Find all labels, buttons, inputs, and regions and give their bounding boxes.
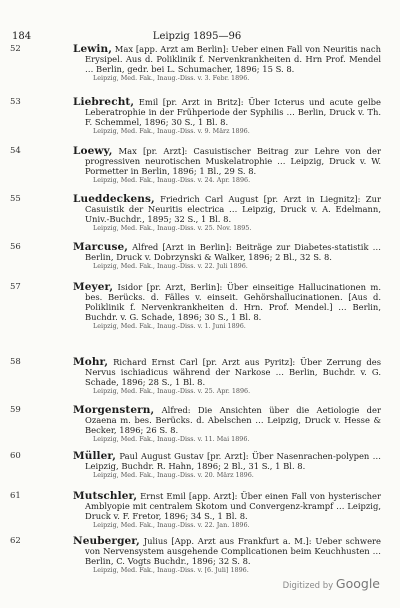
entry-body xyxy=(73,450,381,480)
entry-note: Leipzig, Med. Fak., Inaug.-Diss. v. 25. Apr. 1896. xyxy=(93,387,251,396)
entry-note: Leipzig, Med. Fak., Inaug.-Diss. v. 9. März 1896. xyxy=(93,127,250,136)
entry-text: Max [app. Arzt am Berlin]: Ueber einen Fall von Neuritis nach Erysipel. Aus d. Poliklinik f. Nervenkrankheiten d. Hrn Prof. Mendel … Berlin, gedr. bei L. Schumacher, 1896; 15 S. 8. xyxy=(85,44,381,75)
watermark-prefix: Digitized by xyxy=(282,581,334,591)
entry-note: Leipzig, Med. Fak., Inaug.-Diss. v. 25. Nov. 1895. xyxy=(93,224,252,233)
entry-number: 57 xyxy=(10,282,21,292)
entry-body xyxy=(73,490,381,530)
entry-note: Leipzig, Med. Fak., Inaug.-Diss. v. 22. Juli 1896. xyxy=(93,262,248,271)
page-number: 184 xyxy=(12,31,32,42)
entry-body xyxy=(73,241,381,271)
author-name: Loewy, xyxy=(73,145,113,157)
author-name: Lewin, xyxy=(73,43,112,55)
entry-body xyxy=(73,535,381,575)
entry-number: 59 xyxy=(10,405,21,415)
entry-note: Leipzig, Med. Fak., Inaug.-Diss. v. 11. Mai 1896. xyxy=(93,435,250,444)
entry-body xyxy=(73,281,381,331)
entry-body xyxy=(73,96,381,136)
entry-body xyxy=(73,43,381,83)
entry-text: Friedrich Carl August [pr. Arzt in Liegnitz]: Zur Casuistik der Neuritis electrica … Leipzig, Druck v. A. Edelmann, Univ.-Buchdr., 1895; 32 S., 1 Bl. 8. xyxy=(85,194,381,225)
entry-number: 53 xyxy=(10,97,21,107)
entry-number: 52 xyxy=(10,44,21,54)
running-title: Leipzig 1895—96 xyxy=(152,31,242,42)
entry-number: 60 xyxy=(10,451,21,461)
entry-text: Julius [App. Arzt aus Frankfurt a. M.]: Ueber schwere von Nervensystem ausgehende Complicationen beim Keuchhusten … Berlin, C. Vogts Buchdr., 1896; 32 S. 8. xyxy=(85,536,381,567)
entry-text: Richard Ernst Carl [pr. Arzt aus Pyritz]: Über Zerrung des Nervus ischiadicus während der Narkose … Berlin, Buchdr. v. G. Schade, 1896; 28 S., 1 Bl. 8. xyxy=(85,357,381,388)
entry-text: Max [pr. Arzt]: Casuistischer Beitrag zur Lehre von der progressiven neurotischen Muskelatrophie … Leipzig, Druck v. W. Pormetter in Berlin, 1896; 1 Bl., 29 S. 8. xyxy=(85,146,381,177)
entry-number: 61 xyxy=(10,491,21,501)
entry-text: Isidor [pr. Arzt, Berlin]: Über einseitige Hallucinationen m. bes. Berücks. d. Fälles v. einseit. Gehörshallucinationen. [Aus d. Poliklinik f. Nervenkrankheiten d. Hrn. Prof. Mendel.] … Berlin, Buchdr. v. G. Schade, 1896; 30 S., 1 Bl. 8. xyxy=(85,282,381,323)
entry-note: Leipzig, Med. Fak., Inaug.-Diss. v. 1. Juni 1896. xyxy=(93,322,246,331)
entry-note: Leipzig, Med. Fak., Inaug.-Diss. v. 22. Jan. 1896. xyxy=(93,521,250,530)
entry-body xyxy=(73,145,381,185)
entry-body xyxy=(73,356,381,396)
author-name: Liebrecht, xyxy=(73,96,135,108)
google-logo: Google xyxy=(335,576,380,591)
entry-note: Leipzig, Med. Fak., Inaug.-Diss. v. [6. Juli] 1896. xyxy=(93,566,249,575)
entry-note: Leipzig, Med. Fak., Inaug.-Diss. v. 3. Febr. 1896. xyxy=(93,74,250,83)
author-name: Neuberger, xyxy=(73,535,140,547)
entry-text: Paul August Gustav [pr. Arzt]: Über Nasenrachen-polypen … Leipzig, Buchdr. R. Hahn, 1896; 2 Bl., 31 S., 1 Bl. 8. xyxy=(85,451,381,472)
entry-number: 54 xyxy=(10,146,21,156)
entry-text: Ernst Emil [app. Arzt]: Über einen Fall von hysterischer Amblyopie mit centralem Skotom und Convergenz-krampf … Leipzig, Druck v. F. Fretor, 1896; 34 S., 1 Bl. 8. xyxy=(85,491,381,522)
entry-text: Emil [pr. Arzt in Britz]: Über Icterus und acute gelbe Leberatrophie in der Frühperiode der Syphilis … Berlin, Druck v. Th. F. Schemmel, 1896; 30 S., 1 Bl. 8. xyxy=(85,97,381,128)
entry-number: 55 xyxy=(10,194,21,204)
entry-text: Alfred [Arzt in Berlin]: Beiträge zur Diabetes-statistik … Berlin, Druck v. Dobrzynski & Walker, 1896; 2 Bl., 32 S. 8. xyxy=(85,242,381,263)
author-name: Lueddeckens, xyxy=(73,193,155,205)
entry-note: Leipzig, Med. Fak., Inaug.-Diss. v. 24. Apr. 1896. xyxy=(93,176,251,185)
author-name: Morgenstern, xyxy=(73,404,155,416)
author-name: Meyer, xyxy=(73,281,114,293)
author-name: Mohr, xyxy=(73,356,109,368)
author-name: Marcuse, xyxy=(73,241,129,253)
author-name: Mutschler, xyxy=(73,490,138,502)
entry-body xyxy=(73,193,381,233)
entry-body xyxy=(73,404,381,444)
entry-number: 58 xyxy=(10,357,21,367)
digitized-watermark xyxy=(283,576,380,591)
entry-number: 56 xyxy=(10,242,21,252)
entry-text: Alfred: Die Ansichten über die Aetiologie der Ozaena m. bes. Berücks. d. Abelschen … Leipzig, Druck v. Hesse & Becker, 1896; 26 S. 8. xyxy=(85,405,381,436)
entry-note: Leipzig, Med. Fak., Inaug.-Diss. v. 20. März 1896. xyxy=(93,471,254,480)
author-name: Müller, xyxy=(73,450,117,462)
entry-number: 62 xyxy=(10,536,21,546)
